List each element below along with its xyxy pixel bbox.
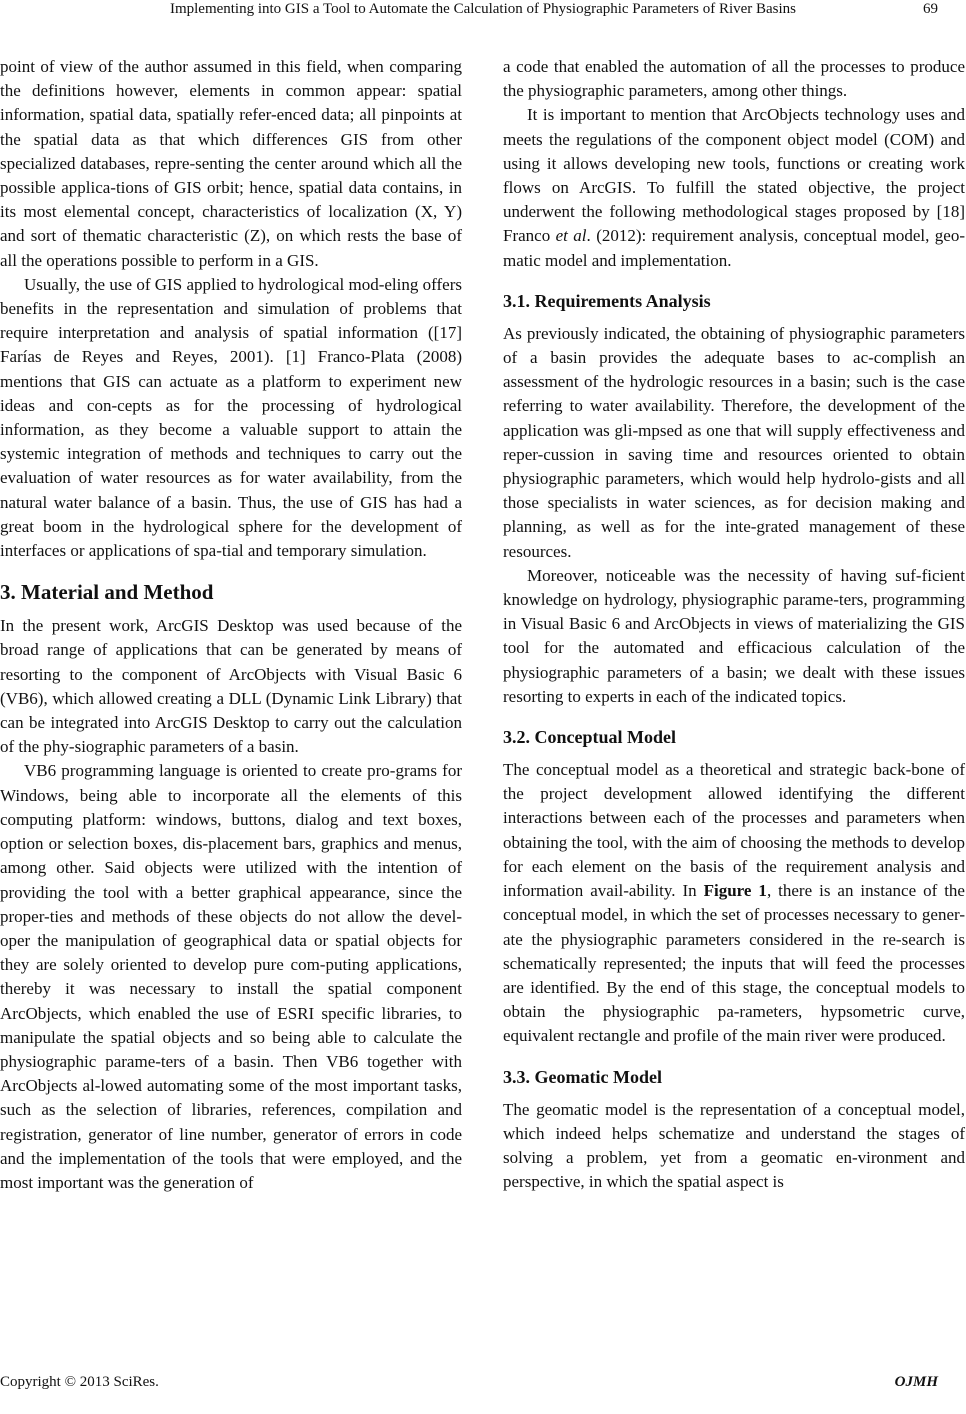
subsection-heading-requirements: 3.1. Requirements Analysis — [503, 290, 711, 311]
running-title: Implementing into GIS a Tool to Automate the Calculation of Physiographic Parameters of River Basins — [169, 1, 797, 17]
right-paragraph-4: Moreover, noticeable was the necessity of having suf-ficient knowledge on hydrology, physiographic parame-ters, programming in Visual Basic 6 and ArcObjects in views of materializing the GIS tool for the automated and efficacious calculation of the physiographic parameters of a basin; we dealt with these issues resorting to experts in each of the indicated topics. — [503, 565, 965, 706]
right-column — [503, 55, 965, 1194]
subsection-heading-conceptual-model: 3.2. Conceptual Model — [503, 727, 676, 748]
left-paragraph-3: In the present work, ArcGIS Desktop was used because of the broad range of applications that can be generated by means of resorting to the component of ArcObjects with Visual Basic 6 (VB6), which allowed creating a DLL (Dynamic Link Library) that can be integrated into ArcGIS Desktop to carry out the calculation of the phy-siographic parameters of a basin. — [0, 616, 462, 757]
subsection-heading-geomatic-model: 3.3. Geomatic Model — [503, 1066, 662, 1087]
page-number: 69 — [923, 1, 938, 17]
right-paragraph-5-text-start: The conceptual model as a theoretical and strategic back-bone of the project development allowed identifying the different interactions between each of the processes and parameters when obtaining the tool, with the aim of choosing the methods to develop for each element on the basis of the requirement analysis and information avail-ability. In — [503, 760, 965, 901]
right-paragraph-2 — [503, 103, 965, 272]
left-column — [0, 55, 462, 1195]
running-header — [0, 0, 966, 34]
right-paragraph-5-text-end: , there is an instance of the conceptual model, in which the set of processes necessary to gener-ate the physiographic parameters considered in the re-search is schematically represented; the inputs that will feed the processes are identified. By the end of this stage, the conceptual models to obtain the physiographic pa-rameters, hypsometric curve, equivalent rectangle and profile of the main river were produced. — [503, 881, 965, 1046]
page-footer — [0, 1374, 966, 1404]
journal-abbreviation: OJMH — [894, 1374, 938, 1390]
copyright-notice: Copyright © 2013 SciRes. — [0, 1374, 159, 1390]
right-paragraph-1: a code that enabled the automation of all the processes to produce the physiographic parameters, among other things. — [503, 57, 965, 101]
left-paragraph-4: VB6 programming language is oriented to create pro-grams for Windows, being able to incorporate all the elements of this computing platform: windows, buttons, dialog and text boxes, option or selection boxes, dis-placement bars, graphics and menus, among other. Said objects were utilized with the intention of providing the tool with a better graphical appearance, since the proper-ties and methods of these objects do not allow the devel-oper the manipulation of geographical data or spatial objects for they are solely oriented to develop pure com-puting applications, thereby it was necessary to install the spatial component ArcObjects, which enabled the use of ESRI specific libraries, to manipulate the spatial objects and so being able to calculate the physiographic parame-ters of a basin. Then VB6 together with ArcObjects al-lowed automating some of the most important tasks, such as the selection of libraries, references, compilation and registration, generator of line number, generator of errors in code and the implementation of the tools that were employed, and the most important was the generation of — [0, 761, 462, 1192]
right-paragraph-5 — [503, 758, 965, 1048]
et-al-italic: et al — [555, 226, 587, 246]
left-paragraph-1: point of view of the author assumed in this field, when comparing the definitions however, elements in common appear: spatial information, spatial data, spatially refer-enced data; all pinpoints at the spatial data as that which differences GIS from other specialized databases, repre-senting the center around which all the possible applica-tions of GIS orbit; hence, spatial data contains, in its most elemental concept, characteristics of localization (X, Y) and sort of thematic characteristic (Z), on which rests the base of all the operations possible to perform in a GIS. — [0, 57, 462, 270]
section-heading-material-method: 3. Material and Method — [0, 580, 214, 605]
figure-reference-link[interactable]: Figure 1 — [703, 881, 767, 901]
right-paragraph-2-text-start: It is important to mention that ArcObjects technology uses and meets the regulations of the component object model (COM) and using it allows developing new tools, functions or creating work flows on ArcGIS. To fulfill the stated objective, the project underwent the following methodological stages proposed by [18] Franco — [503, 105, 965, 246]
right-paragraph-6: The geomatic model is the representation of a conceptual model, which indeed helps schematize and understand the stages of solving a problem, yet from a geomatic en-vironment and perspective, in which the spatial aspect is — [503, 1099, 965, 1192]
left-paragraph-2: Usually, the use of GIS applied to hydrological mod-eling offers benefits in the representation and simulation of problems that require interpretation and analysis of spatial information ([17] Farías de Reyes and Reyes, 2001). [1] Franco-Plata (2008) mentions that GIS can actuate as a platform to experiment new ideas and con-cepts as for the processing of hydrological information, as they become a valuable support to attain the systemic integration of methods and techniques to carry out the evaluation of water resources as for water availability, from the natural water balance of a basin. Thus, the use of GIS has had a great boom in the hydrological sphere for the development of interfaces or applications of spa-tial and temporary simulation. — [0, 274, 462, 561]
right-paragraph-3: As previously indicated, the obtaining of physiographic parameters of a basin provides the adequate bases to ac-complish an assessment of the hydrologic resources in a basin; such is the case referring to water availability. Therefore, the development of the application was gli-mpsed as one that will supply effectiveness and reper-cussion in saving time and resources oriented to obtain physiographic parameters, which would help hydrolo-gists and all those specialists in water sciences, as for decision making and planning, as well as for the inte-grated management of these resources. — [503, 323, 965, 561]
right-paragraph-2-text-end: . (2012): requirement analysis, conceptual model, geo-matic model and implementation. — [503, 226, 965, 270]
